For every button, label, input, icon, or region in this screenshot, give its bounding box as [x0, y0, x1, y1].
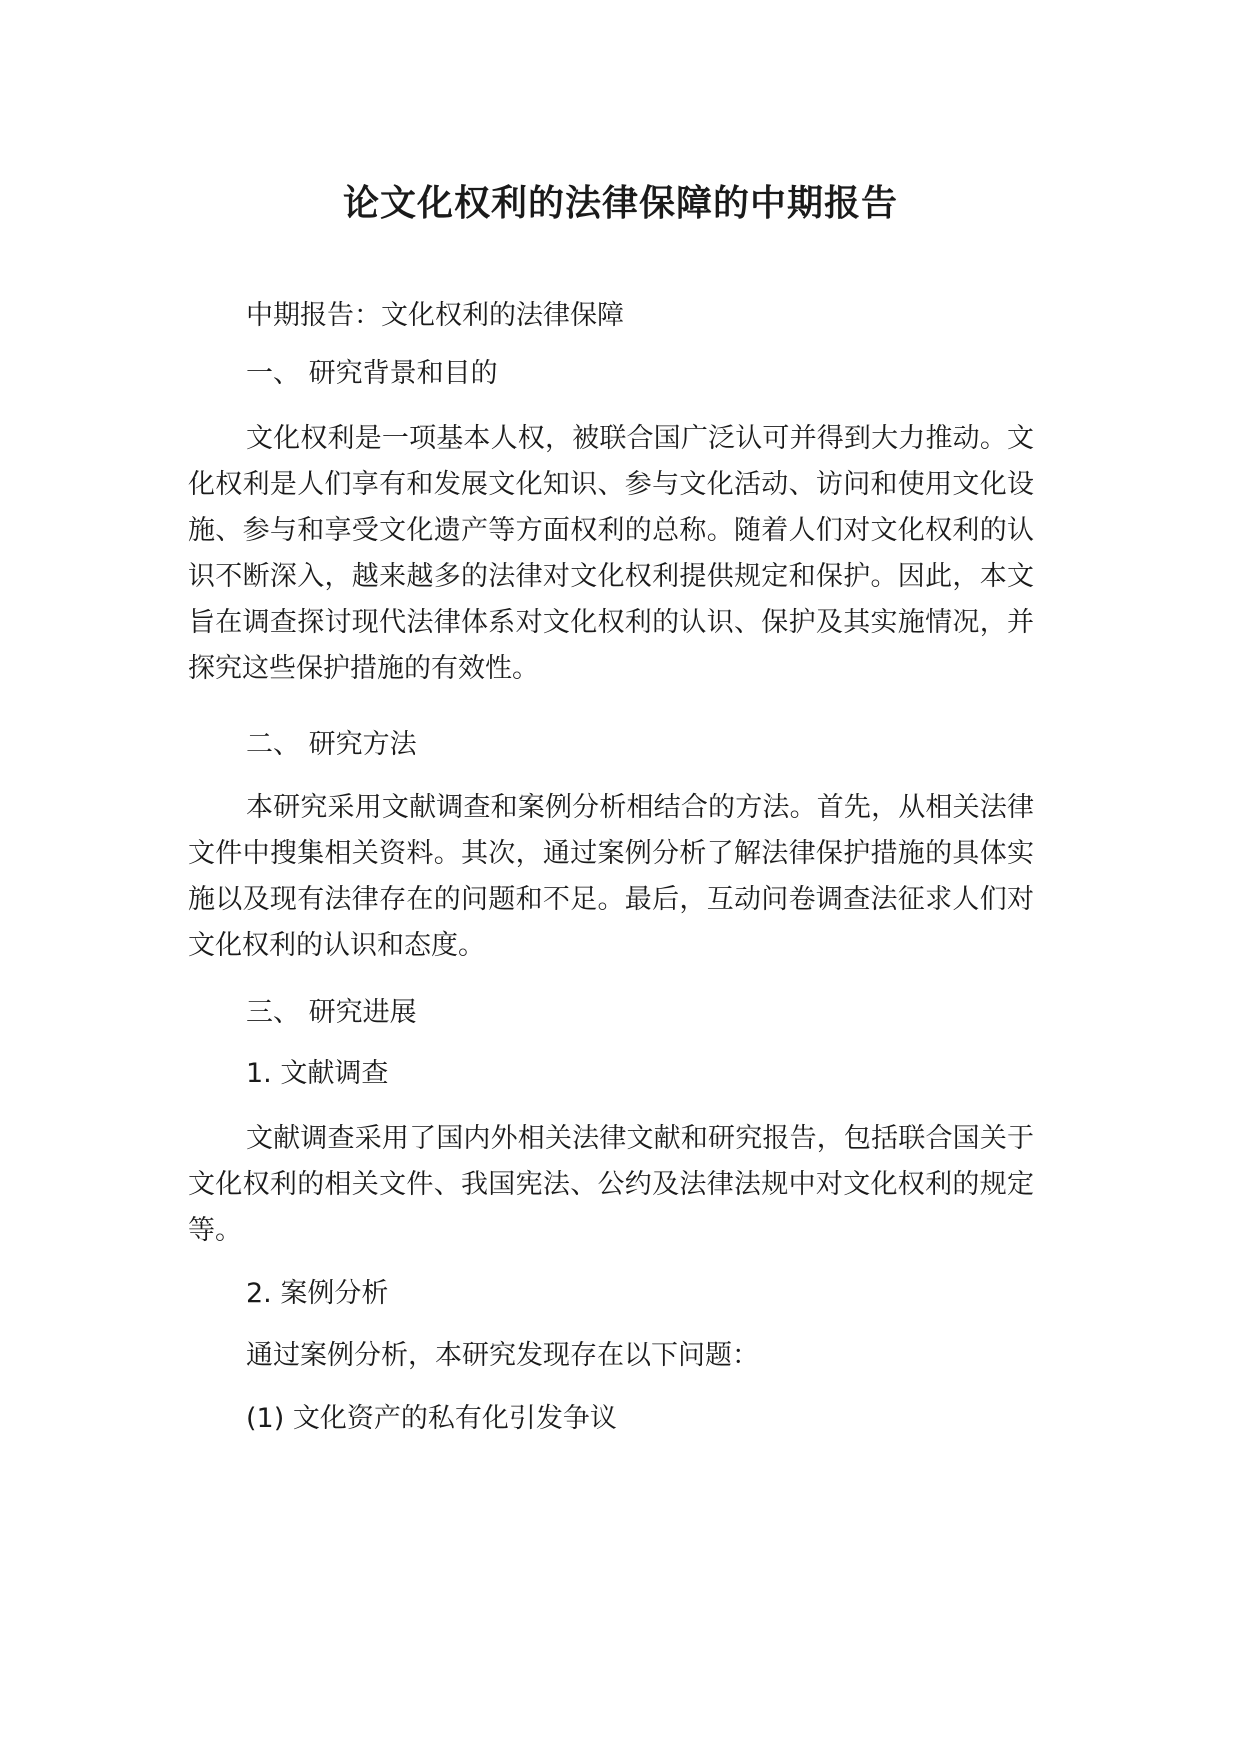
subsection-heading-literature: 1. 文献调查 — [246, 1058, 389, 1089]
section-heading-background: 一、 研究背景和目的 — [246, 358, 498, 389]
paragraph-methods: 本研究采用文献调查和案例分析相结合的方法。首先，从相关法律文件中搜集相关资料。其次，通过案例分析了解法律保护措施的具体实施以及现有法律存在的问题和不足。最后，互动问卷调查法征求人们对文化权利的认识和态度。 — [188, 792, 1034, 961]
paragraph-literature: 文献调查采用了国内外相关法律文献和研究报告，包括联合国关于文化权利的相关文件、我国宪法、公约及法律法规中对文化权利的规定等。 — [188, 1123, 1034, 1246]
subsection-heading-cases: 2. 案例分析 — [246, 1278, 389, 1309]
section-heading-progress: 三、 研究进展 — [246, 997, 417, 1028]
section-heading-methods: 二、 研究方法 — [246, 729, 417, 760]
list-item-issue-1: (1) 文化资产的私有化引发争议 — [246, 1403, 617, 1434]
report-subtitle: 中期报告：文化权利的法律保障 — [246, 300, 624, 331]
document-title: 论文化权利的法律保障的中期报告 — [342, 183, 898, 224]
paragraph-background: 文化权利是一项基本人权，被联合国广泛认可并得到大力推动。文化权利是人们享有和发展文化知识、参与文化活动、访问和使用文化设施、参与和享受文化遗产等方面权利的总称。随着人们对文化权利的认识不断深入，越来越多的法律对文化权利提供规定和保护。因此，本文旨在调查探讨现代法律体系对文化权利的认识、保护及其实施情况，并探究这些保护措施的有效性。 — [188, 423, 1034, 684]
paragraph-cases-intro: 通过案例分析，本研究发现存在以下问题： — [246, 1340, 759, 1371]
